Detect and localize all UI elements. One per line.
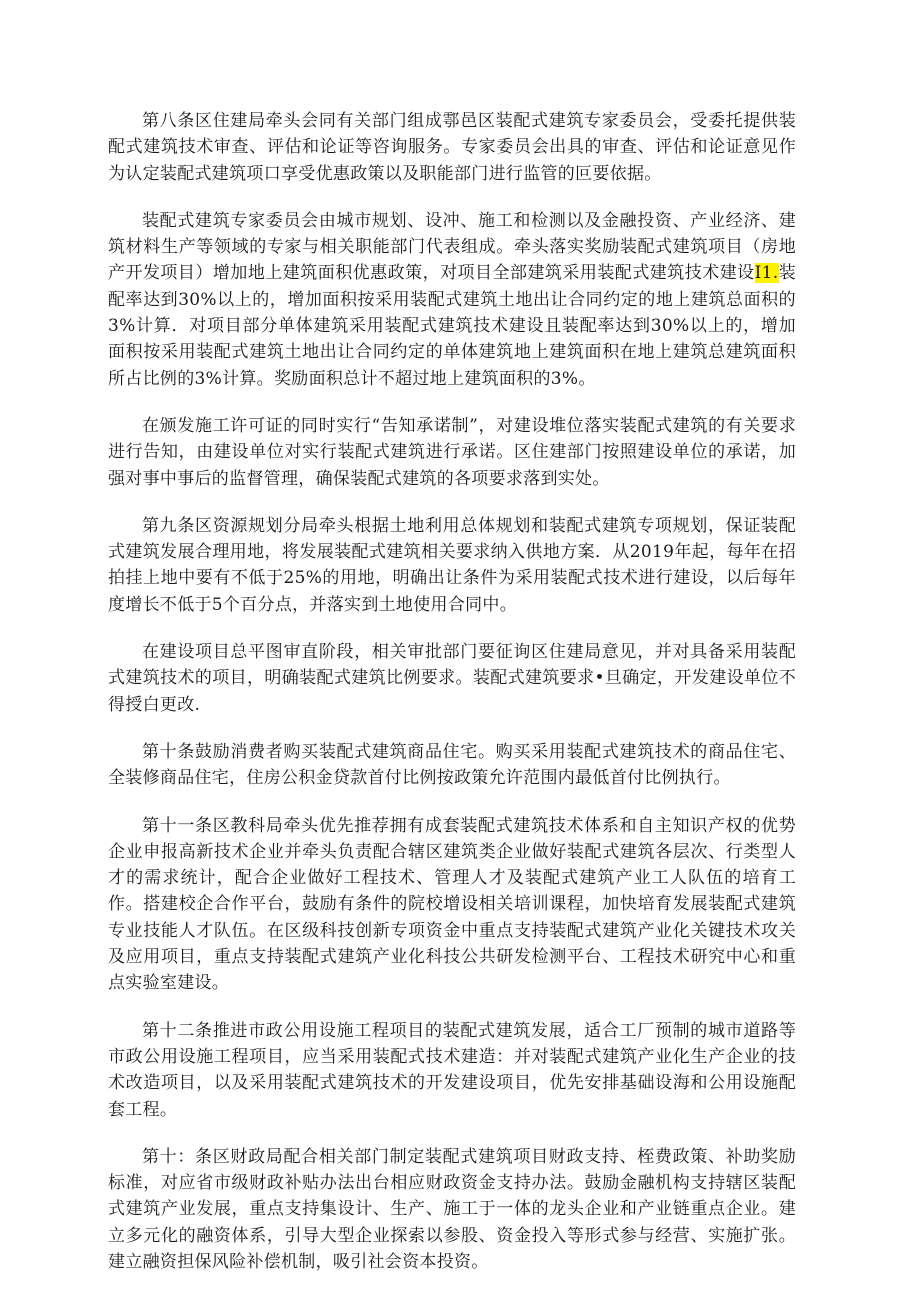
paragraph-article-13: 第十：条区财政局配合相关部门制定装配式建筑项目财政支持、桎费政策、补助奖励标准，对应省市级财政补贴办法出台相应财政资金支持办法。鼓励金融机构支持辖区装配式建筑产业发展，重点支持集设计、生产、施工于一体的龙头企业和产业链重点企业。建立多元化的融资体系，引导大型企业探索以参股、资金投入等形式参与经营、实施扩张。建立融资担保风险补偿机制，吸引社会资本投资。 <box>108 1146 796 1272</box>
paragraph-expert-committee <box>108 208 796 392</box>
paragraph-article-8: 第八条区住建局牵头会同有关部门组成鄠邑区装配式建筑专家委员会，受委托提供装配式建筑技术审查、评估和论证等咨询服务。专家委员会出具的审查、评估和论证意见作为认定装配式建筑项口享受优惠政策以及职能部门进行监管的叵要依据。 <box>108 111 796 184</box>
paragraph-article-9: 第九条区资源规划分局牵头根据土地利用总体规划和装配式建筑专项规划，保证装配式建筑发展合理用地，将发展装配式建筑相关要求纳入供地方案．从2019年起，每年在招拍挂上地中要有不低于25%的用地，明确出让条件为采用装配式技术进行建设，以后每年度增长不低于5个百分点，并落实到土地使用合同中。 <box>108 515 796 615</box>
paragraph-article-11: 第十一条区教科局牵头优先推荐拥有成套装配式建筑技术体系和自主知识产权的优势企业申报高新技术企业并牵头负责配合辖区建筑类企业做好装配式建筑各层次、行类型人才的需求统计，配合企业做好工程技术、管理人才及装配式建筑产业工人队伍的培育工作。搭建校企合作平台，鼓励有条件的院校增设相关培训课程，加快培育发展装配式建筑专业技能人才队伍。在区级科技创新专项资金中重点支持装配式建筑产业化关键技术攻关及应用项目，重点支持装配式建筑产业化科技公共研发检测平台、工程技术研究中心和重点实验室建设。 <box>108 815 796 994</box>
paragraph-article-12: 第十二条推进市政公用设施工程项目的装配式建筑发展，适合工厂预制的城市道路等市政公用设施工程项目，应当采用装配式技术建造：并对装配式建筑产业化生产企业的技术改造项目，以及采用装配式建筑技术的开发建设项目，优先安排基础设海和公用设施配套工程。 <box>108 1020 796 1120</box>
paragraph-permit-commitment: 在颁发施工许可证的同时实行“告知承诺制”，对建设堆位落实装配式建筑的有关要求进行告知，由建设单位对实行装配式建筑进行承诺。区住建部门按照建设单位的承诺，加强对事中事后的监督管理，确保装配式建筑的各项要求落到实处。 <box>108 415 796 489</box>
highlighted-text: I1. <box>754 263 779 284</box>
paragraph-plan-review: 在建设项目总平图审直阶段，相关审批部门要征询区住建局意见，并对具备采用装配式建筑技术的项目，明确装配式建筑比例要求。装配式建筑要求•旦确定，开发建设单位不得授白更改. <box>108 642 796 715</box>
paragraph-expert-committee-text-b: 装配率达到30%以上的，增加面积按采用装配式建筑土地出让合同约定的地上建筑总面积的3%计算．对项目部分单体建筑采用装配式建筑技术建设且装配率达到30%以上的，增加面积按采用装配式建筑土地出让合同约定的单体建筑地上建筑面积在地上建筑总建筑面积所占比例的3%计算。奖励面积总计不超过地上建筑面积的3%。 <box>108 263 796 389</box>
paragraph-expert-committee-text-a: 装配式建筑专家委员会由城市规划、设冲、施工和检测以及金融投资、产业经济、建筑材料生产等领域的专家与相关职能部门代表组成。牵头落实奖励装配式建筑项目（房地产开发项目）增加地上建筑面积优惠政策，对项目全部建筑采用装配式建筑技术建设 <box>108 210 796 284</box>
document-body <box>108 108 796 1296</box>
paragraph-article-10: 第十条鼓励消费者购买装配式建筑商品住宅。购买采用装配式建筑技术的商品住宅、全装修商品住宅，住房公积金贷款首付比例按政策允许范围内最低首付比例执行。 <box>108 741 796 789</box>
